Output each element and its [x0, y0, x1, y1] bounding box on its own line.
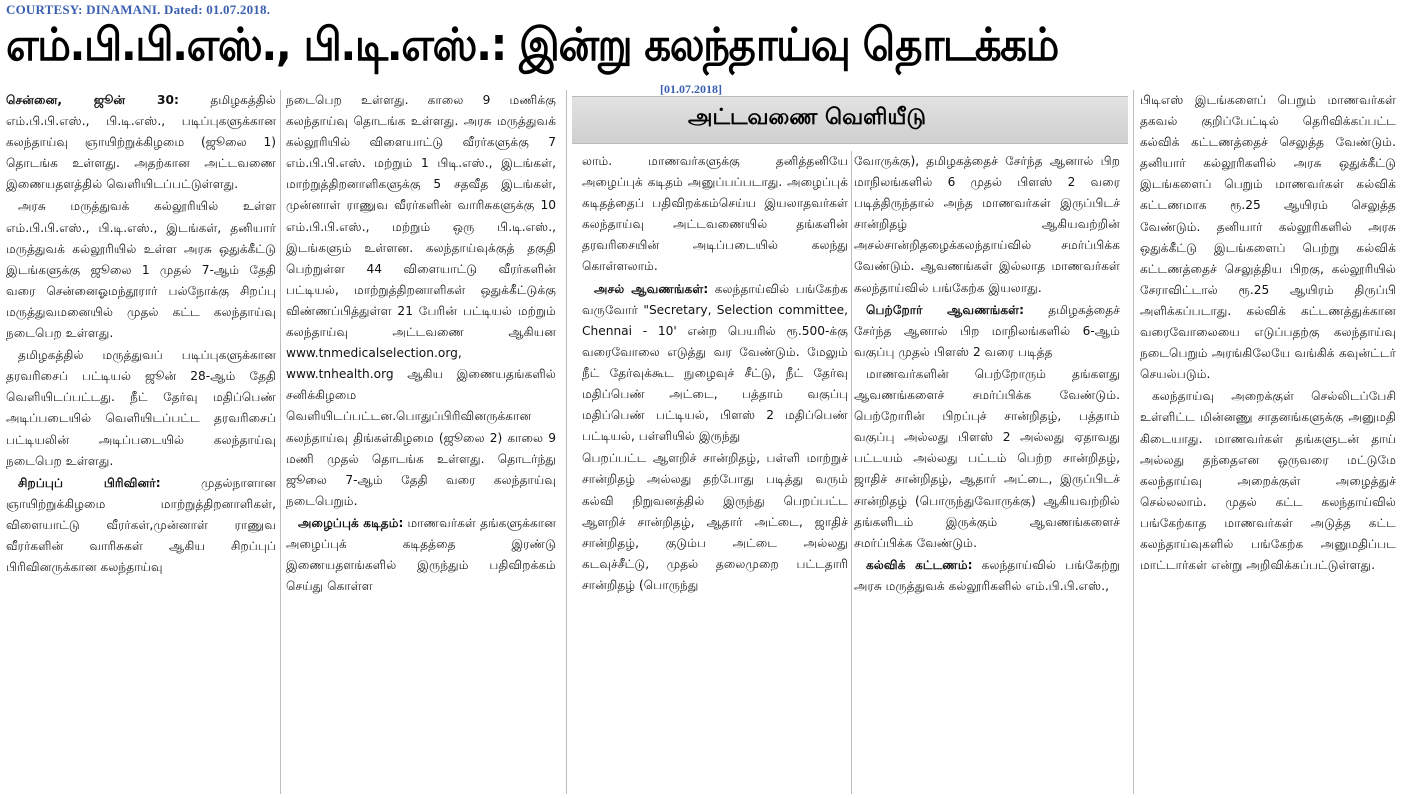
column-divider: [566, 90, 567, 794]
paragraph: அரசு மருத்துவக் கல்லூரியில் உள்ள எம்.பி.பி.எஸ்., பி.டி.எஸ்., இடங்கள், தனியார் மருத்துவக் கல்லூரியில் உள்ள அரசு ஒதுக்கீட்டு இடங்களுக்கு ஜூலை 1 முதல் 7-ஆம் தேதி வரை சென்னைஓமந்தூரார் பல்நோக்கு சிறப்பு மருத்துவமனையில் முதல் கட்ட கலந்தாய்வு நடைபெற உள்ளது.: [6, 199, 276, 341]
paragraph: தமிழகத்தில் எம்.பி.பி.எஸ்., பி.டி.எஸ்., படிப்புகளுக்கான கலந்தாய்வு ஞாயிற்றுக்கிழமை (ஜூலை 1) தொடங்க உள்ளது. அதற்கான அட்டவணை இணையதளத்தில் வெளியிடப்பட்டுள்ளது.: [6, 93, 276, 192]
subheadline: அட்டவணை வெளியீடு: [688, 105, 926, 130]
section-lead: அசல் ஆவணங்கள்:: [594, 281, 709, 296]
column-divider: [851, 151, 852, 794]
article-column-4: [854, 151, 1120, 794]
paragraph: மாணவர்கள் தங்களுக்கான அழைப்புக் கடிதத்தை இரண்டு இணையதளங்களில் இருந்தும் பதிவிறக்கம் செய்து கொள்ள: [286, 515, 556, 594]
article-column-1: [6, 90, 276, 794]
paragraph: பெறப்பட்ட ஆளறிச் சான்றிதழ், பள்ளி மாற்றுச் சான்றிதழ் அல்லது தற்போது படித்து வரும் கல்வி நிறுவனத்தில் இருந்து பெறப்பட்ட ஆளறிச் சான்றிதழ், ஆதார் அட்டை, ஜாதிச் சான்றிதழ், குடும்ப அட்டை அல்லது கடவுச்சீட்டு, முதல் தலைமுறை பட்டதாரி சான்றிதழ் (பொருந்து: [582, 451, 848, 592]
paragraph: தமிழகத்தைச் சேர்ந்த ஆனால் பிற மாநிலங்களில் 6-ஆம் வகுப்பு முதல் பிளஸ் 2 வரை படித்த: [854, 302, 1120, 359]
section-lead: கல்விக் கட்டணம்:: [866, 557, 973, 572]
headline: எம்.பி.பி.எஸ்., பி.டி.எஸ்.: இன்று கலந்தாய்வு தொடக்கம்: [6, 18, 1058, 71]
date-mark: [01.07.2018]: [660, 82, 722, 96]
column-divider: [280, 90, 281, 794]
paragraph: லாம். மாணவர்களுக்கு தனித்தனியே அழைப்புக் கடிதம் அனுப்பப்படாது. அழைப்புக் கடிதத்தைப் பதிவிறக்கம்செய்ய இயலாதவர்கள் கலந்தாய்வு அட்டவணையில் தங்களின் தரவரிசையின் அடிப்படையில் கலந்து கொள்ளலாம்.: [582, 154, 848, 274]
article-column-5: [1140, 90, 1396, 794]
paragraph: முதல்நாளான ஞாயிற்றுக்கிழமை மாற்றுத்திறனாளிகள், விளையாட்டு வீரர்கள்,முன்னாள் ராணுவ வீரர்களின் வாரிசுகள் ஆகிய சிறப்புப் பிரிவினருக்கான கலந்தாய்வு: [6, 475, 276, 575]
paragraph: பிடிஎஸ் இடங்களைப் பெறும் மாணவர்கள் தகவல் குறிப்பேட்டில் தெரிவிக்கப்பட்ட கல்விக் கட்டணத்தைச் செலுத்த வேண்டும். தனியார் கல்லூரிகளில் அரசு ஒதுக்கீட்டு இடங்களைப் பெறும் மாணவர்கள் கல்விக் கட்டணமாக ரூ.25 ஆயிரம் செலுத்த வேண்டும். தனியார் கல்லூரிகளில் அரசு ஒதுக்கீட்டு இடங்களைப் பெற்று கல்விக் கட்டணத்தைச் செலுத்திய பிறகு, கல்லூரியில் சேராவிட்டால் ரூ.25 ஆயிரம் திருப்பி அளிக்கப்படாது. கல்விக் கட்டணத்துக்கான வரைவோலையை எடுப்பதற்கு கலந்தாய்வு நடைபெறும் அரங்கிலேயே வங்கிக் கவுன்ட்டர் செயல்படும்.: [1140, 93, 1396, 382]
section-lead: சிறப்புப் பிரிவினர்:: [18, 475, 161, 490]
section-lead: அழைப்புக் கடிதம்:: [298, 515, 404, 530]
courtesy-note: COURTESY: DINAMANI. Dated: 01.07.2018.: [6, 2, 271, 17]
paragraph: கலந்தாய்வில் பங்கேற்று அரசு மருத்துவக் கல்லூரிகளில் எம்.பி.பி.எஸ்.,: [854, 557, 1120, 593]
section-lead: பெற்றோர் ஆவணங்கள்:: [866, 302, 1025, 317]
paragraph: கலந்தாய்வில் பங்கேற்க வருவோர் "Secretary, Selection committee, Chennai - 10' என்ற பெயரில் ரூ.500-க்கு வரைவோலை எடுத்து வர வேண்டும். மேலும் நீட் தேர்வுக்கூட நுழைவுச் சீட்டு, நீட் தேர்வு மதிப்பெண் அட்டை, பத்தாம் வகுப்பு மதிப்பெண் பட்டியல், பிளஸ் 2 மதிப்பெண் பட்டியல், பள்ளியில் இருந்து: [582, 281, 848, 444]
article-column-2: [286, 90, 556, 794]
paragraph: வோருக்கு), தமிழகத்தைச் சேர்ந்த ஆனால் பிற மாநிலங்களில் 6 முதல் பிளஸ் 2 வரை படித்திருந்தால் அந்த மாணவர்கள் இருப்பிடச் சான்றிதழ் ஆகியவற்றின் அசல்சான்றிதழைக்கலந்தாய்வில் சமர்ப்பிக்க வேண்டும். ஆவணங்கள் இல்லாத மாணவர்கள் கலந்தாய்வில் பங்கேற்க இயலாது.: [854, 154, 1120, 295]
article-column-3: [582, 151, 848, 794]
paragraph: நடைபெற உள்ளது. காலை 9 மணிக்கு கலந்தாய்வு தொடங்க உள்ளது. அரசு மருத்துவக் கல்லூரியில் விளையாட்டு வீரர்களுக்கு 7 எம்.பி.பி.எஸ். மற்றும் 1 பிடி.எஸ்., இடங்கள், மாற்றுத்திறனாளிகளுக்கு 5 சதவீத இடங்கள், முன்னாள் ராணுவ வீரர்களின் வாரிசுகளுக்கு 10 எம்.பி.பி.எஸ்., மற்றும் ஒரு பி.டி.எஸ்., இடங்களும் உள்ளன. கலந்தாய்வுக்குத் தகுதி பெற்றுள்ள 44 விளையாட்டு வீரர்களின் பட்டியல், மாற்றுத்திறனாளிகள் ஒதுக்கீட்டுக்கு விண்ணப்பித்துள்ள 21 பேரின் பட்டியல் மற்றும் கலந்தாய்வு அட்டவணை ஆகியன www.tnmedicalselection.org, www.tnhealth.org ஆகிய இணையதங்களில் சனிக்கிழமை வெளியிடப்பட்டன.பொதுப்பிரிவினருக்கான கலந்தாய்வு திங்கள்கிழமை (ஜூலை 2) காலை 9 மணி முதல் தொடங்க உள்ளது. தொடர்ந்து ஜூலை 7-ஆம் தேதி வரை கலந்தாய்வு நடைபெறும்.: [286, 93, 556, 508]
paragraph: கலந்தாய்வு அறைக்குள் செல்லிடப்பேசி உள்ளிட்ட மின்னணு சாதனங்களுக்கு அனுமதி கிடையாது. மாணவர்கள் தங்களுடன் தாய் அல்லது தந்தைஎன ஒருவரை மட்டுமே கலந்தாய்வு அறைக்குள் அழைத்துச் செல்லலாம். முதல் கட்ட கலந்தாய்வில் பங்கேற்காத மாணவர்கள் அடுத்த கட்ட கலந்தாய்வுகளில் பங்கேற்க அனுமதிப்பட மாட்டார்கள் என்று அறிவிக்கப்பட்டுள்ளது.: [1140, 389, 1396, 573]
column-divider: [1133, 90, 1134, 794]
paragraph: தமிழகத்தில் மருத்துவப் படிப்புகளுக்கான தரவரிசைப் பட்டியல் ஜூன் 28-ஆம் தேதி வெளியிடப்பட்டது. நீட் தேர்வு மதிப்பெண் அடிப்படையில் வெளியிடப்பட்ட தரவரிசைப் பட்டியலின் அடிப்படையில் கலந்தாய்வு நடைபெற உள்ளது.: [6, 348, 276, 468]
paragraph: மாணவர்களின் பெற்றோரும் தங்களது ஆவணங்களைச் சமர்ப்பிக்க வேண்டும். பெற்றோரின் பிறப்புச் சான்றிதழ், பத்தாம் வகுப்பு அல்லது பிளஸ் 2 அல்லது ஏதாவது பட்டயம் அல்லது பட்டம் பெற்ற சான்றிதழ், ஜாதிச் சான்றிதழ், ஆதார் அட்டை, இருப்பிடச் சான்றிதழ் (பொருந்துவோருக்கு) ஆகியவற்றில் தங்களிடம் இருக்கும் ஆவணங்களைச் சமர்ப்பிக்க வேண்டும்.: [854, 366, 1120, 550]
dateline: சென்னை, ஜூன் 30:: [6, 93, 179, 107]
